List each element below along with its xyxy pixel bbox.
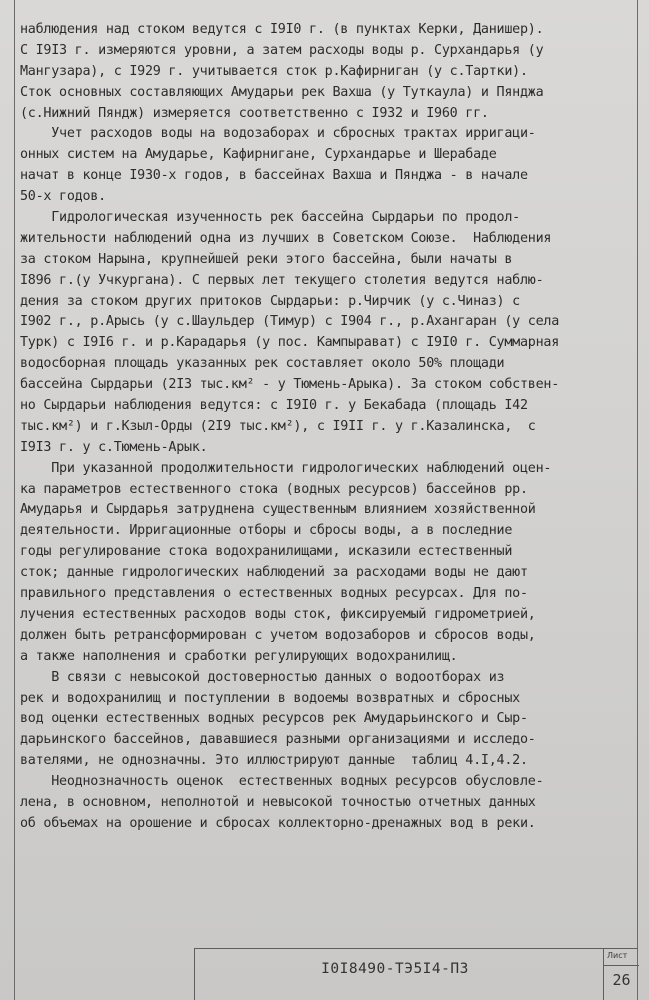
sheet-box-divider	[604, 965, 639, 966]
text-line: начат в конце I930-х годов, в бассейнах Вахша и Пянджа - в начале	[20, 168, 528, 184]
text-line: онных систем на Амударье, Кафирнигане, Сурхандарье и Шерабаде	[20, 147, 497, 163]
text-line: I902 г., р.Арысь (у с.Шаульдер (Тимур) с I904 г., р.Ахангаран (у села	[20, 314, 560, 330]
text-line: Амударья и Сырдарья затруднена существенным влиянием хозяйственной	[20, 502, 536, 518]
title-block-stamp	[194, 948, 638, 1000]
text-line: Турк) с I9I6 г. и р.Карадарья (у пос. Кампырават) с I9I0 г. Суммарная	[20, 335, 560, 351]
text-line: наблюдения над стоком ведутся с I9I0 г. (в пунктах Керки, Данишер).	[20, 22, 544, 37]
text-line: Мангузара), с I929 г. учитывается сток р.Кафирниган (у с.Тартки).	[20, 63, 528, 79]
sheet-label: Лист	[607, 951, 628, 960]
text-line: лучения естественных расходов воды сток, фиксируемый гидрометрией,	[20, 606, 536, 622]
text-line: вод оценки естественных водных ресурсов рек Амударьинского и Сыр-	[20, 711, 528, 727]
text-line: водосборная площадь указанных рек составляет около 50% площади	[20, 356, 505, 372]
text-line: ка параметров естественного стока (водных ресурсов) бассейнов рр.	[20, 481, 528, 497]
text-line: годы регулирование стока водохранилищами, исказили естественный	[20, 544, 513, 560]
text-line: рек и водохранилищ и поступлении в водоемы возвратных и сбросных	[20, 690, 520, 706]
text-line: деятельности. Ирригационные отборы и сбросы воды, а в последние	[20, 523, 513, 539]
text-line: Неоднозначность оценок естественных водных ресурсов обусловле-	[20, 774, 544, 790]
page-frame-right-border	[637, 0, 638, 1000]
text-line: Гидрологическая изученность рек бассейна Сырдарьи по продол-	[20, 210, 520, 226]
document-body-text	[20, 20, 632, 835]
text-line: жительности наблюдений одна из лучших в Советском Союзе. Наблюдения	[20, 230, 552, 246]
text-line: вателями, не однозначны. Это иллюстрируют данные таблиц 4.I,4.2.	[20, 753, 528, 769]
text-line: лена, в основном, неполнотой и невысокой точностью отчетных данных	[20, 794, 536, 810]
text-line: должен быть ретрансформирован с учетом водозаборов и сбросов воды,	[20, 627, 536, 643]
text-line: С I9I3 г. измеряются уровни, а затем расходы воды р. Сурхандарья (у	[20, 42, 544, 58]
text-line: I9I3 г. у с.Тюмень-Арык.	[20, 439, 208, 455]
document-code: I0I8490-ТЭ5I4-ПЗ	[321, 961, 469, 977]
page-frame-left-border	[14, 0, 15, 1000]
text-line: При указанной продолжительности гидрологических наблюдений оцен-	[20, 460, 552, 476]
text-line: Сток основных составляющих Амударьи рек Вахша (у Туткаула) и Пянджа	[20, 84, 544, 100]
text-line: В связи с невысокой достоверностью данных о водоотборах из	[20, 669, 505, 685]
text-line: но Сырдарьи наблюдения ведутся: с I9I0 г. у Бекабада (площадь I42	[20, 398, 528, 414]
text-line: дения за стоком других притоков Сырдарьи: р.Чирчик (у с.Чиназ) с	[20, 293, 520, 309]
sheet-number: 26	[612, 971, 631, 989]
text-line: об объемах на орошение и сбросах коллекторно-дренажных вод в реки.	[20, 815, 536, 831]
text-line: дарьинского бассейнов, дававшиеся разными организациями и исследо-	[20, 732, 536, 748]
text-line: за стоком Нарына, крупнейшей реки этого бассейна, были начаты в	[20, 251, 513, 267]
text-line: Учет расходов воды на водозаборах и сбросных трактах ирригаци-	[20, 126, 536, 142]
text-line: сток; данные гидрологических наблюдений за расходами воды не дают	[20, 565, 528, 581]
text-line: бассейна Сырдарьи (2I3 тыс.км² - у Тюмень-Арыка). За стоком собствен-	[20, 377, 560, 393]
sheet-number-box	[603, 949, 639, 1000]
text-line: тыс.км²) и г.Кзыл-Орды (2I9 тыс.км²), с I9II г. у г.Казалинска, с	[20, 418, 536, 434]
text-line: а также наполнения и сработки регулирующих водохранилищ.	[20, 648, 458, 664]
text-line: 50-х годов.	[20, 189, 106, 205]
text-line: I896 г.(у Учкургана). С первых лет текущего столетия ведутся наблю-	[20, 272, 544, 288]
text-line: (с.Нижний Пяндж) измеряется соответственно с I932 и I960 гг.	[20, 105, 489, 121]
text-line: правильного представления о естественных водных ресурсах. Для по-	[20, 586, 528, 602]
